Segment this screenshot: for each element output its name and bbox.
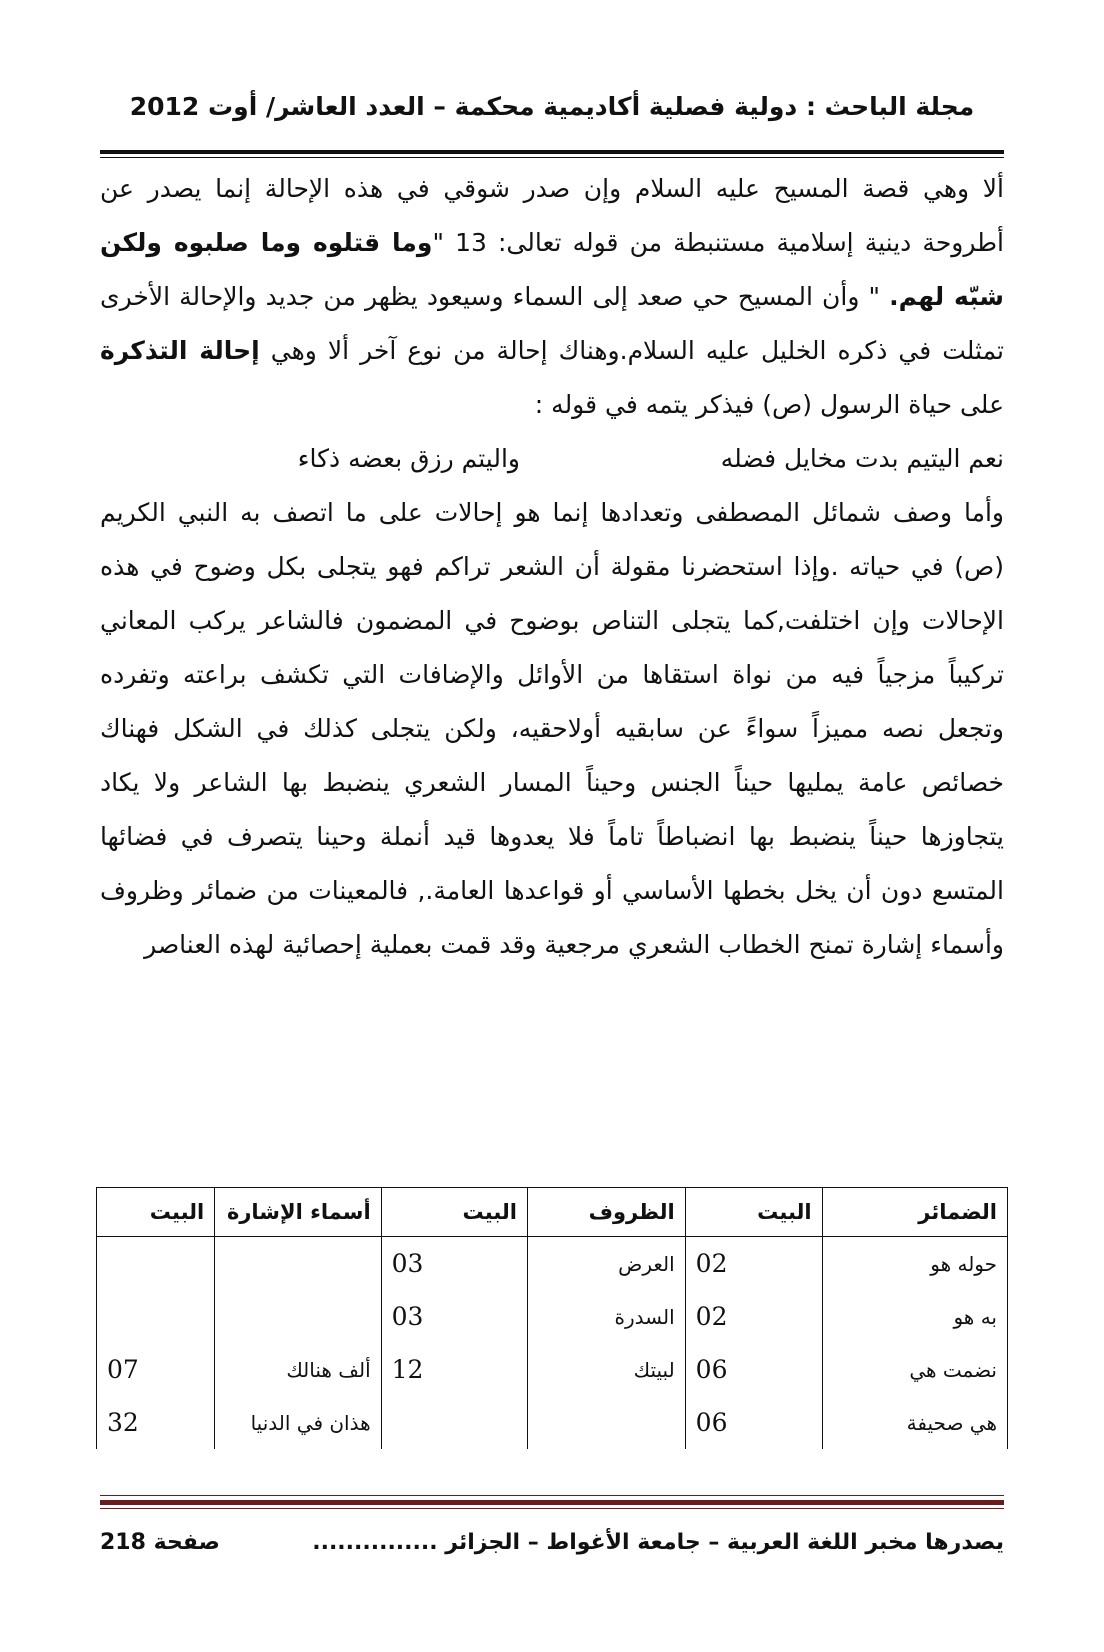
table-cell: 02 <box>685 1237 822 1291</box>
table-cell: حوله هو <box>822 1237 1007 1291</box>
table-header-row <box>97 1188 1008 1237</box>
table-cell <box>215 1237 381 1291</box>
table-cell <box>215 1290 381 1343</box>
poem-verse <box>100 432 1004 486</box>
table-row <box>97 1343 1008 1396</box>
table-cell: 12 <box>381 1343 527 1396</box>
bold-term: إحالة التذكرة <box>100 336 260 365</box>
verse-first-hemistich: نعم اليتيم بدت مخايل فضله <box>720 444 1004 473</box>
table-cell: 07 <box>97 1343 215 1396</box>
paragraph-1-text-b: " وأن المسيح حي صعد إلى السماء وسيعود يظهر من جديد والإحالة الأخرى تمثلت في ذكره الخليل عليه السلام.وهناك إحالة من نوع آخر ألا وهي <box>100 282 1004 365</box>
table-row <box>97 1396 1008 1449</box>
col-header-demonstratives: أسماء الإشارة <box>215 1188 381 1237</box>
col-header-verse-2: البيت <box>381 1188 527 1237</box>
table-cell: لبيتك <box>528 1343 686 1396</box>
col-header-verse-1: البيت <box>685 1188 822 1237</box>
table-cell: العرض <box>528 1237 686 1291</box>
header-rule <box>100 150 1004 154</box>
table-cell: هي صحيفة <box>822 1396 1007 1449</box>
footer-rule <box>100 1500 1004 1505</box>
table-cell: ألف هنالك <box>215 1343 381 1396</box>
verse-second-hemistich: واليتم رزق بعضه ذكاء <box>297 444 520 473</box>
footer-rule-bottom <box>100 1508 1004 1509</box>
paragraph-1 <box>100 162 1004 432</box>
table-cell <box>528 1396 686 1449</box>
table-row <box>97 1237 1008 1291</box>
elements-table <box>96 1187 1008 1449</box>
table-cell: به هو <box>822 1290 1007 1343</box>
paragraph-1-text-a: ألا وهي قصة المسيح عليه السلام وإن صدر شوقي في هذه الإحالة إنما يصدر عن أطروحة دينية إسلامية مستنبطة من قوله تعالى: 13 " <box>100 174 1004 257</box>
page-footer <box>100 1530 1004 1555</box>
header-rule-thin <box>100 157 1004 158</box>
article-body <box>100 162 1004 972</box>
table-cell: 02 <box>685 1290 822 1343</box>
col-header-pronouns: الضمائر <box>822 1188 1007 1237</box>
footer-publisher: يصدرها مخبر اللغة العربية – جامعة الأغواط – الجزائر ............... <box>312 1530 1004 1555</box>
table-cell: 06 <box>685 1343 822 1396</box>
table-cell: 03 <box>381 1237 527 1291</box>
paragraph-1-text-c: على حياة الرسول (ص) فيذكر يتمه في قوله : <box>534 390 1004 419</box>
table-cell: نضمت هي <box>822 1343 1007 1396</box>
table-cell: 32 <box>97 1396 215 1449</box>
col-header-verse-3: البيت <box>97 1188 215 1237</box>
table-row <box>97 1290 1008 1343</box>
quran-quote: وما قتلوه وما صلبوه ولكن شبّه لهم. <box>100 228 1004 311</box>
page-number: صفحة 218 <box>100 1530 220 1555</box>
table-cell <box>381 1396 527 1449</box>
paragraph-2: وأما وصف شمائل المصطفى وتعدادها إنما هو إحالات على ما اتصف به النبي الكريم (ص) في حياته .وإذا استحضرنا مقولة أن الشعر تراكم فهو يتجلى بكل وضوح في هذه الإحالات وإن اختلفت,كما يتجلى التناص بوضوح في المضمون فالشاعر يركب المعاني تركيباً مزجياً فيه من نواة استقاها من الأوائل والإضافات التي تكشف براعته وتفرده وتجعل نصه مميزاً سواءً عن سابقيه أولاحقيه، ولكن يتجلى كذلك في الشكل فهناك خصائص عامة يمليها حيناً الجنس وحيناً المسار الشعري ينضبط بها الشاعر ولا يكاد يتجاوزها حيناً ينضبط بها انضباطاً تاماً فلا يعدوها قيد أنملة وحينا يتصرف في فضائها المتسع دون أن يخل بخطها الأساسي أو قواعدها العامة., فالمعينات من ضمائر وظروف وأسماء إشارة تمنح الخطاب الشعري مرجعية وقد قمت بعملية إحصائية لهذه العناصر <box>100 498 1004 959</box>
table-cell: السدرة <box>528 1290 686 1343</box>
journal-header: مجلة الباحث : دولية فصلية أكاديمية محكمة – العدد العاشر/ أوت 2012 <box>129 92 975 121</box>
table-cell: هذان في الدنيا <box>215 1396 381 1449</box>
table-cell <box>97 1290 215 1343</box>
table-cell: 06 <box>685 1396 822 1449</box>
table-cell <box>97 1237 215 1291</box>
table-cell: 03 <box>381 1290 527 1343</box>
footer-rule-top <box>100 1495 1004 1496</box>
col-header-adverbs: الظروف <box>528 1188 686 1237</box>
